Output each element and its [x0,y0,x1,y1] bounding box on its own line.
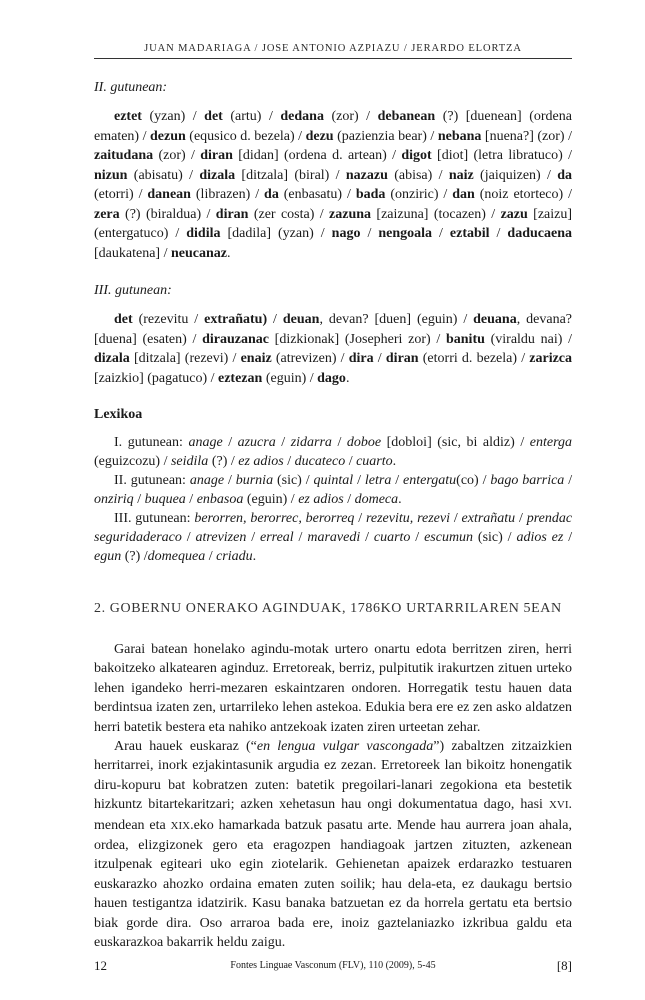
chapter-heading: 2. GOBERNU ONERAKO AGINDUAK, 1786KO URTARRILAREN 5EAN [94,601,562,616]
header-rule [94,58,572,59]
page-footer [94,958,572,974]
bracket-page-number: [8] [556,958,572,973]
letter-2-verb-list: eztet (yzan) / det (artu) / dedana (zor) / debanean (?) [duenean] (ordena ematen) / dezun (equsico d. bezela) / dezu (pazienzia bear) / nebana [nuena?] (zor) / zaitudana (zor) / diran [didan] (ordena d. artean) / digot [diot] (letra libratuco) / nizun (abisatu) / dizala [ditzala] (biral) / nazazu (abisa) / naiz (jaiquizen) / da (etorri) / danean (librazen) / da (enbasatu) / bada (onziric) / dan (noiz etorteco) / zera (?) (biraldua) / diran (zer costa) / zazuna [zaizuna] (tocazen) / zazu [zaizu] (entergatuco) / didila [dadila] (yzan) / nago / nengoala / eztabil / daducaena [daukatena] / neucanaz. [94,109,573,261]
lexikoa-letter-1: I. gutunean: anage / azucra / zidarra / doboe [dobloi] (sic, bi aldiz) / entergа (eguizcozu) / seidila (?) / ez adios / ducateco / cuarto. [94,435,572,469]
page-number: 12 [94,958,107,973]
section-title-letter-3: III. gutunean: [94,283,172,298]
body-paragraph-1: Garai batean honelako agindu-motak urtero onartu edota berritzen ziren, herri bakoitzeko alkatearen aginduz. Erretoreak, berriz, pulpitutik irakurtzen zituen urteko lehen igandeko herri-mezaren eskaintzaren ondoren. Horregatik testu hauen data berdintsua izaten zen, urtarrileko lehen astekoa. Edukia bera ere ez zen asko aldatzen herri batetik bestera eta nahiko antzekoak izaten ziren urteetan zehar. [94,642,572,735]
section-title-letter-2: II. gutunean: [94,80,168,95]
journal-citation: Fontes Linguae Vasconum (FLV), 110 (2009), 5-45 [230,960,436,971]
body-paragraph-2: Arau hauek euskaraz (“en lengua vulgar vascongada”) zabaltzen zitzaizkien herritarrei, inork ezjakintasunik argudia ez zezan. Erretoreek lan bikoitz honengatik diru-kopuru bat kobratzen zuten: batetik pregoilari-lanari zegokiona eta bestetik hizkuntz bitartekaritzari; azken xehetasun hau ongi dokumentatua dago, hasi XVI. mendean eta XIX.eko hamarkada batzuk pasatu arte. Mende hau aurrera joan ahala, ordea, elizgizonek gero eta eragozpen handiagoak jartzen zituzten, azkenean itzulpenak egiteari uko egin ziotelarik. Gehienetan apaizek erdarazko testuaren euskarazko ahozko ordaina ematen zuten soilik; hau dela-eta, ez daukagu bertsio hauen testigantza idatzirik. Kasu banaka batzuetan ez da horrela gertatu eta bertsio biak gorde dira. Oso arraroa bada ere, inoiz gaztelaniazko izkribua galdu eta euskarazkoa bakarrik heldu zaigu. [94,739,572,951]
lexikoa-letter-3: III. gutunean: berorren, berorrec, berorreq / rezevitu, rezevi / extrañatu / prendac seguridaderaco / atrevizen / erreal / maravedi / cuarto / escumun (sic) / adios ez / egun (?) /domequea / criadu. [94,511,573,564]
running-head: JUAN MADARIAGA / JOSE ANTONIO AZPIAZU / JERARDO ELORTZA [144,43,522,54]
main-content [94,78,572,953]
lexikoa-heading: Lexikoa [94,407,143,422]
letter-3-verb-list: det (rezevitu / extrañatu) / deuan, devan? [duen] (eguin) / deuana, devana? [duena] (esaten) / dirauzanac [dizkionak] (Josepheri zor) / banitu (viraldu nai) / dizala [ditzala] (rezevi) / enaiz (atrevizen) / dira / diran (etorri d. bezela) / zarizca [zaizkio] (pagatuco) / eztezan (eguin) / dago. [94,312,573,386]
lexikoa-letter-2: II. gutunean: anage / burnia (sic) / quintal / letra / entergatu(co) / bago barrica / onziriq / buquea / enbasoa (eguin) / ez adios / domeca. [94,473,573,507]
